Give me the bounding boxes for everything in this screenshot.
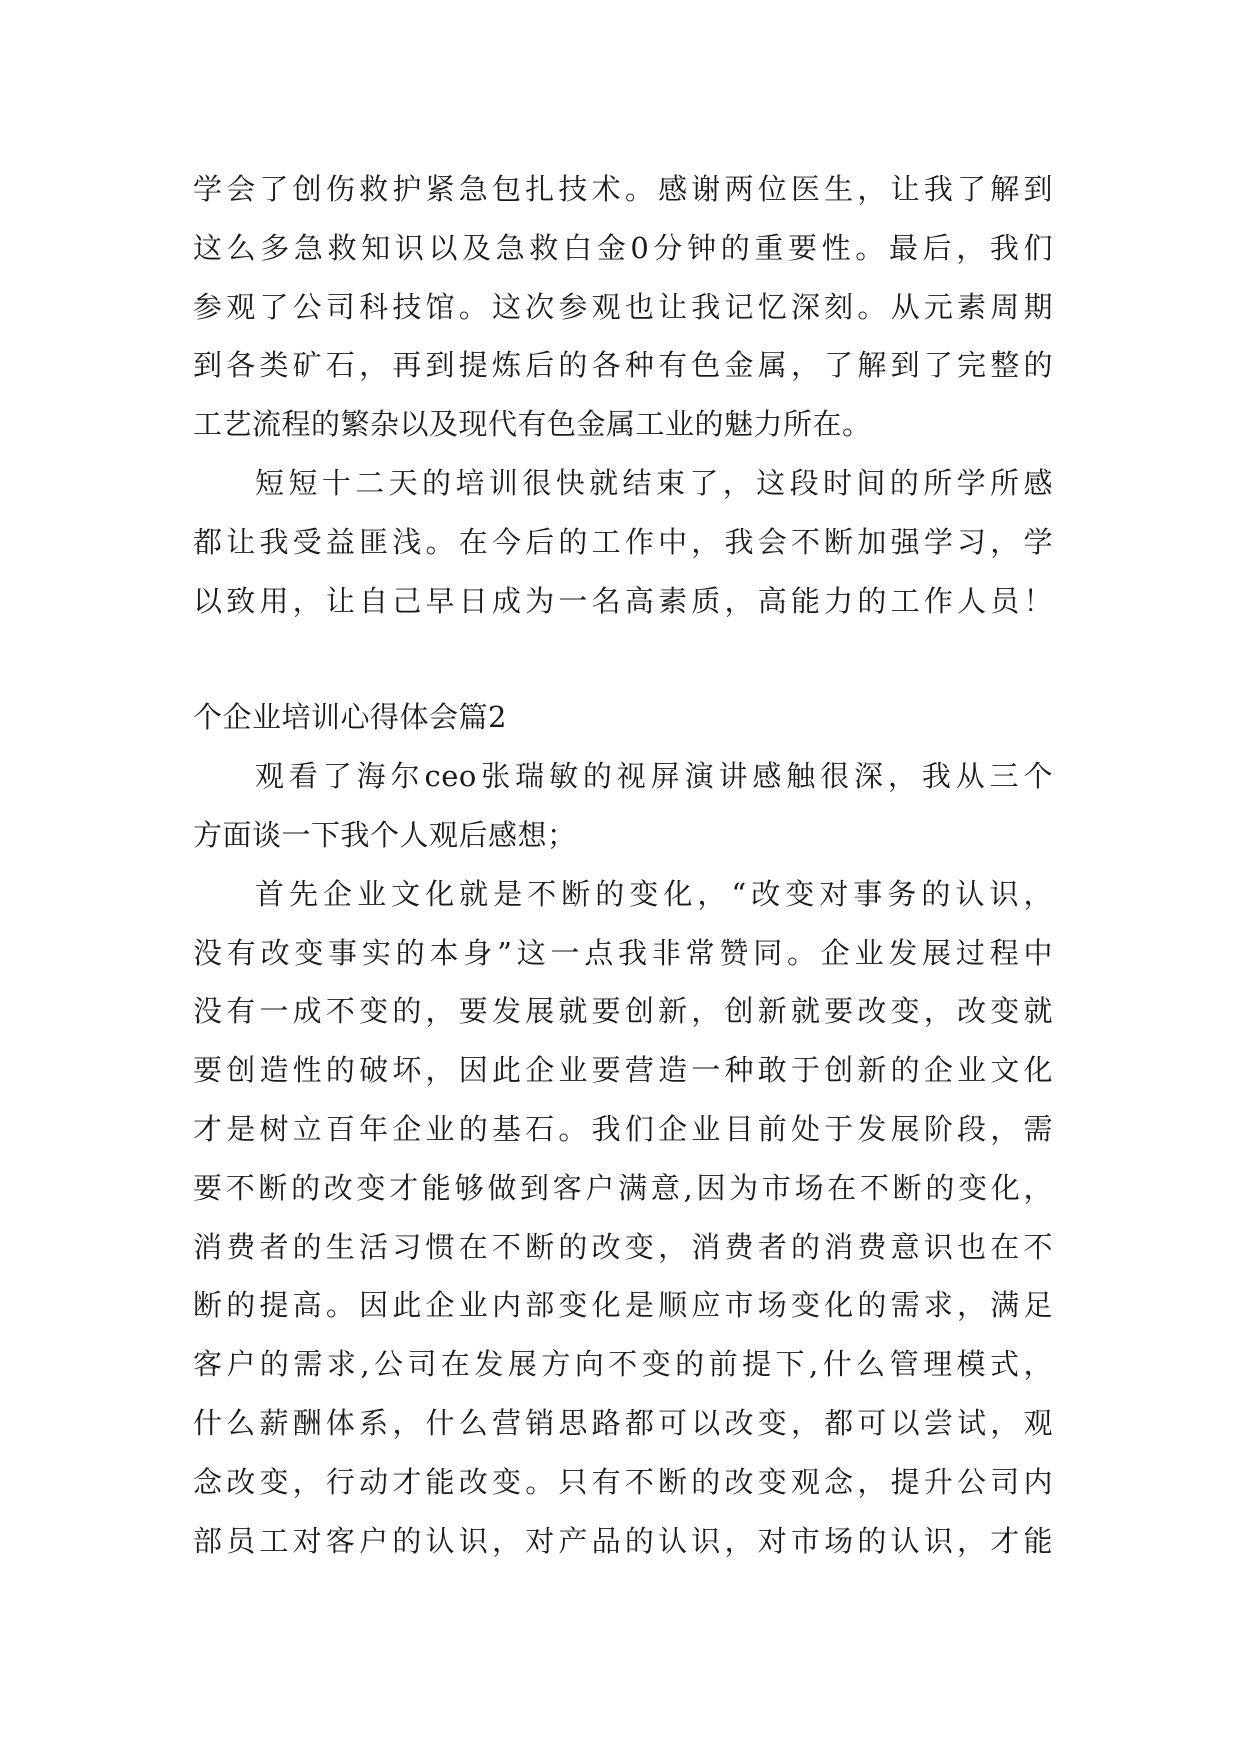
text-line: 断的提高。因此企业内部变化是顺应市场变化的需求，满足 — [193, 1288, 1053, 1323]
text-line: 以致用，让自己早日成为一名高素质，高能力的工作人员！ — [193, 583, 1053, 618]
text-line: 参观了公司科技馆。这次参观也让我记忆深刻。从元素周期 — [193, 289, 1053, 324]
text-line: 念改变，行动才能改变。只有不断的改变观念，提升公司内 — [193, 1464, 1053, 1499]
text-line: 什么薪酬体系，什么营销思路都可以改变，都可以尝试，观 — [193, 1405, 1053, 1440]
text-line: 要不断的改变才能够做到客户满意,因为市场在不断的变化， — [193, 1170, 1053, 1205]
text-line: 没有改变事实的本身”这一点我非常赞同。企业发展过程中 — [193, 935, 1053, 970]
text-line: 到各类矿石，再到提炼后的各种有色金属，了解到了完整的 — [193, 348, 1053, 383]
text-line: 观看了海尔ceo张瑞敏的视屏演讲感触很深，我从三个 — [255, 759, 1053, 794]
paragraph — [193, 454, 1053, 630]
text-line: 没有一成不变的，要发展就要创新，创新就要改变，改变就 — [193, 994, 1053, 1029]
text-line: 首先企业文化就是不断的变化，“改变对事务的认识， — [255, 876, 1053, 911]
text-line: 都让我受益匪浅。在今后的工作中，我会不断加强学习，学 — [193, 524, 1053, 559]
paragraph — [193, 160, 1053, 454]
text-line: 部员工对客户的认识，对产品的认识，对市场的认识，才能 — [193, 1523, 1053, 1558]
text-line: 才是树立百年企业的基石。我们企业目前处于发展阶段，需 — [193, 1111, 1053, 1146]
paragraph — [193, 865, 1053, 1571]
text-line: 这么多急救知识以及急救白金0分钟的重要性。最后，我们 — [193, 230, 1053, 265]
text-line: 方面谈一下我个人观后感想； — [193, 817, 577, 852]
paragraph — [193, 747, 1053, 865]
text-line: 要创造性的破坏，因此企业要营造一种敢于创新的企业文化 — [193, 1053, 1053, 1088]
text-line: 学会了创伤救护紧急包扎技术。感谢两位医生，让我了解到 — [193, 172, 1053, 206]
text-line: 消费者的生活习惯在不断的改变，消费者的消费意识也在不 — [193, 1229, 1053, 1264]
text-line: 工艺流程的繁杂以及现代有色金属工业的魅力所在。 — [193, 407, 872, 442]
document-body — [193, 160, 1053, 1570]
section-heading: 个企业培训心得体会篇2 — [193, 700, 507, 735]
text-line: 客户的需求,公司在发展方向不变的前提下,什么管理模式， — [193, 1347, 1053, 1382]
section-spacer — [193, 630, 1053, 688]
text-line: 短短十二天的培训很快就结束了，这段时间的所学所感 — [255, 465, 1053, 500]
